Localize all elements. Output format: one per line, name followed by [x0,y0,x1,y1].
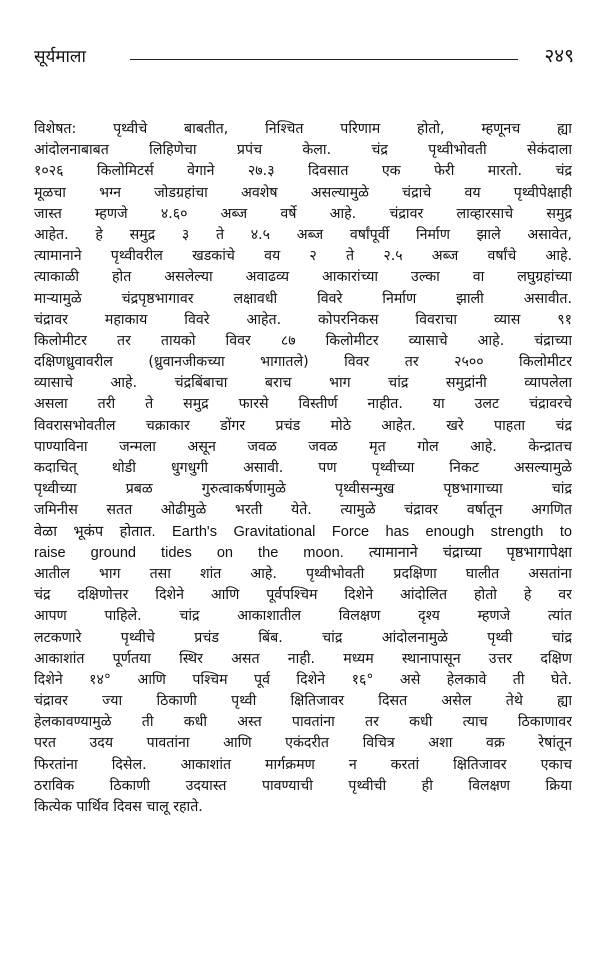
text-line: आहेत. हे समुद्र ३ ते ४.५ अब्ज वर्षांपूर्वी निर्माण झाले असावेत, [34,226,572,243]
text-line: पाण्याविना जन्मला असून जवळ जवळ मृत गोल आहे. केन्द्रातच [34,438,572,455]
header-rule [130,59,518,60]
text-line: विशेषत: पृथ्वीचे बाबतीत, निश्चित परिणाम होतो, म्हणूनच ह्या [34,121,572,137]
text-line: चंद्र दक्षिणोत्तर दिशेने आणि पूर्वपश्चिम दिशेने आंदोलित होतो हे वर [34,587,572,604]
text-line: वेळा भूकंप होतात. Earth's Gravitational Force has enough strength to [34,523,572,540]
text-line: मूळचा भग्न जोडग्रहांचा अवशेष असल्यामुळे चंद्राचे वय पृथ्वीपेक्षाही [34,184,572,201]
text-line: आतील भाग तसा शांत आहे. पृथ्वीभोवती प्रदक्षिणा घालीत असतांना [34,565,572,582]
text-line: दक्षिणध्रुवावरील (ध्रुवानजीकच्या भागातले) विवर तर २५०० किलोमीटर [34,354,572,371]
text-line: असला तरी ते समुद्र फारसे विस्तीर्ण नाहीत. या उलट चंद्रावरचे [34,396,572,413]
page-number: २४९ [544,45,574,67]
text-line: हेलकावण्यामुळे ती कधी अस्त पावतांना तर कधी त्याच ठिकाणावर [34,714,572,731]
text-line: परत उदय पावतांना आणि एकंदरीत विचित्र अशा वक्र रेषांतून [34,735,572,752]
text-line: आपण पाहिले. चांद्र आकाशातील विलक्षण दृश्य म्हणजे त्यांत [34,608,572,625]
text-line: व्यासाचे आहे. चंद्रबिंबाचा बराच भाग चांद्र समुद्रांनी व्यापलेला [34,375,572,392]
text-line: किलोमीटर तर तायको विवर ८७ किलोमीटर व्यासाचे आहे. चंद्राच्या [34,332,572,349]
text-line: दिशेने १४° आणि पश्चिम पूर्व दिशेने १६° असे हेलकावे ती घेते. [34,671,572,688]
text-line: माऱ्यामुळे चंद्रपृष्ठभागावर लक्षावधी विवरे निर्माण झाली असावीत. [34,290,572,307]
running-header [34,40,574,80]
text-line: चंद्रावर ज्या ठिकाणी पृथ्वी क्षितिजावर दिसत असेल तेथे ह्या [34,693,572,710]
text-line: १०२६ किलोमिटर्स वेगाने २७.३ दिवसात एक फेरी मारतो. चंद्र [34,163,572,180]
text-line: जास्त म्हणजे ४.६० अब्ज वर्षे आहे. चंद्रावर लाव्हारसाचे समुद्र [34,205,572,222]
text-line: पृथ्वीच्या प्रबळ गुरुत्वाकर्षणामुळे पृथ्वीसन्मुख पृष्ठभागाच्या चांद्र [34,481,572,498]
text-line: कित्येक पार्थिव दिवस चालू रहाते. [34,799,203,815]
text-line: आकाशांत पूर्णतया स्थिर असत नाही. मध्यम स्थानापासून उत्तर दक्षिण [34,650,572,667]
text-line: लटकणारे पृथ्वीचे प्रचंड बिंब. चांद्र आंदोलनामुळे पृथ्वी चांद्र [34,629,572,646]
text-line: raise ground tides on the moon. त्यामानाने चंद्राच्या पृष्ठभागापेक्षा [34,544,572,561]
text-line: कदाचित् थोडी धुगधुगी असावी. पण पृथ्वीच्या निकट असल्यामुळे [34,460,572,476]
text-line: आंदोलनाबाबत लिहिणेचा प्रपंच केला. चंद्र पृथ्वीभोवती सेकंदाला [34,142,572,159]
text-line: त्यामानाने पृथ्वीवरील खडकांचे वय २ ते २.५ अब्ज वर्षांचे आहे. [34,248,572,265]
text-line: चंद्रावर महाकाय विवरे आहेत. कोपरनिकस विवराचा व्यास ९१ [34,311,572,328]
text-line: विवरासभोवतील चक्राकार डोंगर प्रचंड मोठे आहेत. खरे पाहता चंद्र [34,417,572,434]
text-line: त्याकाळी होत असलेल्या अवाढव्य आकारांच्या उल्का वा लघुग्रहांच्या [34,269,572,286]
book-title: सूर्यमाला [34,47,86,67]
text-line: जमिनीस सतत ओढीमुळे भरती येते. त्यामुळे चंद्रावर वर्षातून अगणित [34,502,572,519]
text-line: फिरतांना दिसेल. आकाशांत मार्गक्रमण न करतां क्षितिजावर एकाच [34,756,572,773]
text-line: ठराविक ठिकाणी उदयास्त पावण्याची पृथ्वीची ही विलक्षण क्रिया [34,777,572,794]
body-paragraph [34,119,572,818]
